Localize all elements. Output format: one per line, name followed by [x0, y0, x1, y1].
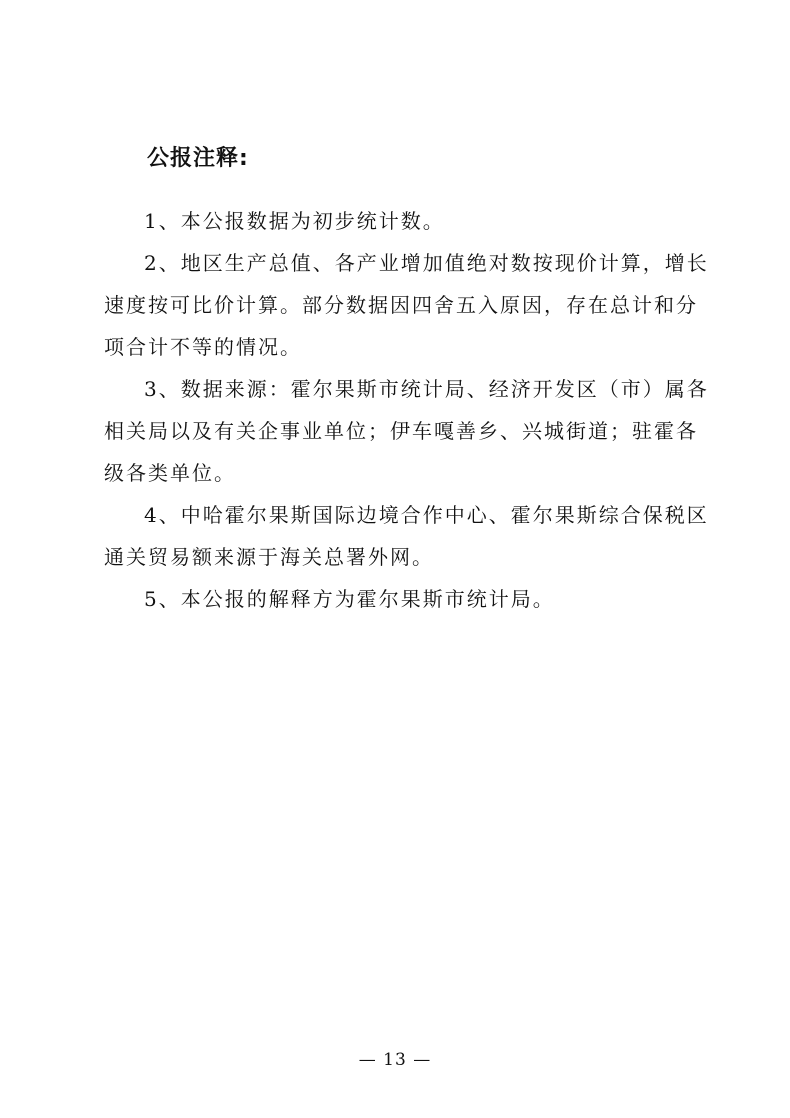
note-item-3 — [104, 368, 709, 494]
note-line: 3、数据来源：霍尔果斯市统计局、经济开发区（市）属各 — [144, 377, 709, 401]
note-line: 项合计不等的情况。 — [104, 335, 302, 359]
note-line: 相关局以及有关企事业单位；伊车嘎善乡、兴城街道；驻霍各 — [104, 419, 698, 443]
note-item-4 — [104, 494, 709, 578]
note-line: 速度按可比价计算。部分数据因四舍五入原因，存在总计和分 — [104, 293, 698, 317]
note-line: 5、本公报的解释方为霍尔果斯市统计局。 — [144, 587, 555, 611]
notes-list — [104, 200, 709, 620]
note-item-5 — [104, 578, 686, 620]
note-line: 2、地区生产总值、各产业增加值绝对数按现价计算，增长 — [144, 251, 709, 275]
notes-title: 公报注释: — [147, 146, 249, 171]
page-number: — 13 — — [358, 1050, 432, 1070]
note-line: 通关贸易额来源于海关总署外网。 — [104, 545, 434, 569]
note-item-1 — [104, 200, 686, 242]
note-line: 级各类单位。 — [104, 461, 236, 485]
note-item-2 — [104, 242, 709, 368]
note-line: 4、中哈霍尔果斯国际边境合作中心、霍尔果斯综合保税区 — [144, 503, 709, 527]
note-line: 1、本公报数据为初步统计数。 — [144, 209, 445, 233]
